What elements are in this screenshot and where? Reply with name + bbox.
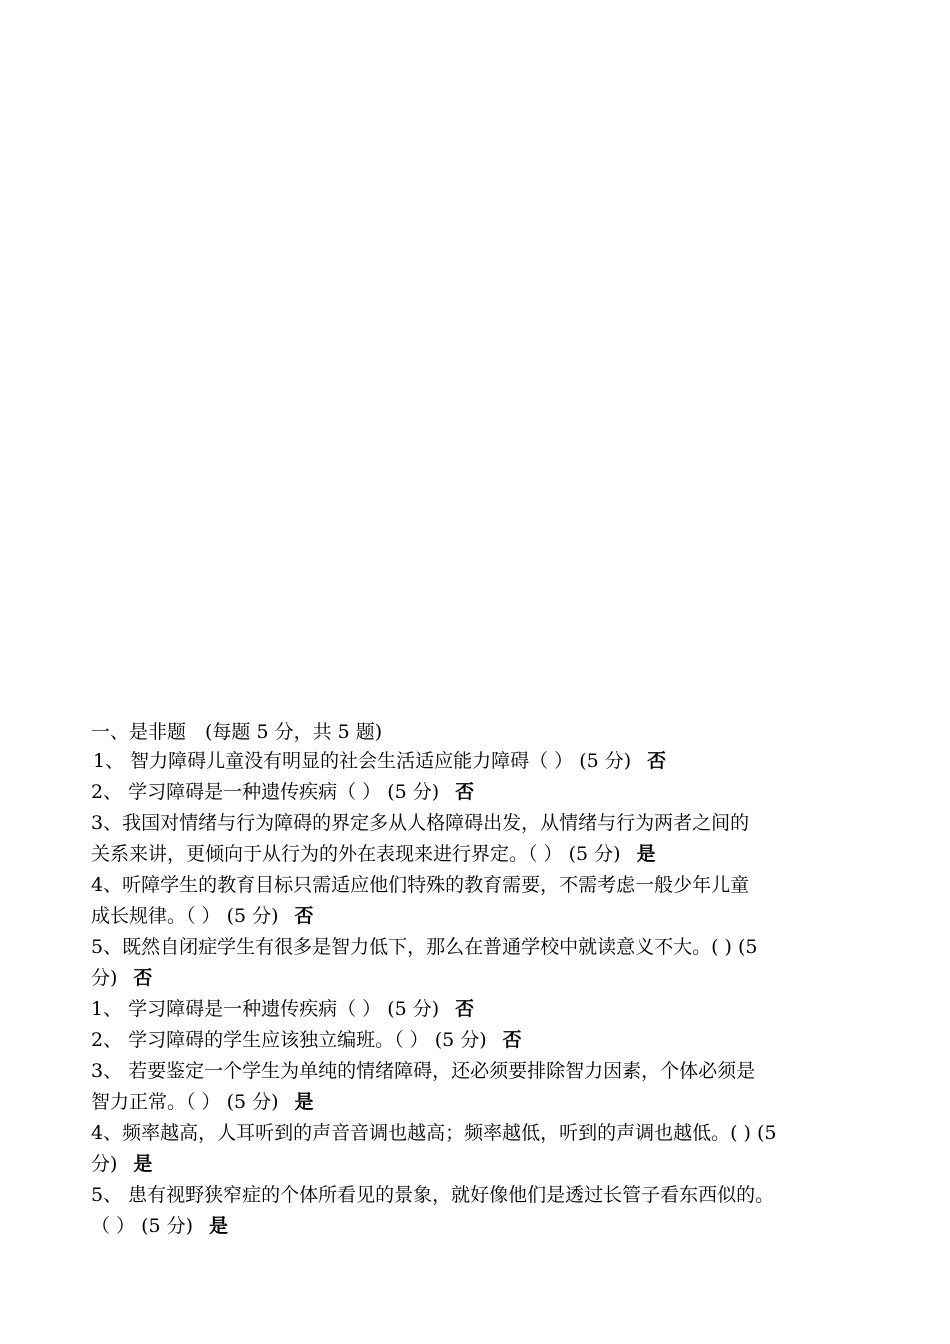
question-text: 4、听障学生的教育目标只需适应他们特殊的教育需要，不需考虑一般少年儿童 bbox=[91, 874, 750, 896]
question-line bbox=[91, 901, 871, 932]
question-text: 1、 学习障碍是一种遗传疾病（ ） (5 分) bbox=[91, 998, 440, 1020]
question-text: 分) bbox=[91, 967, 118, 989]
question-text: 2、 学习障碍是一种遗传疾病（ ） (5 分) bbox=[91, 781, 440, 803]
answer-text: 否 bbox=[455, 781, 475, 803]
answer-text: 是 bbox=[294, 1091, 314, 1113]
answer-text: 否 bbox=[133, 967, 153, 989]
question-line bbox=[91, 808, 871, 839]
question-text: 5、既然自闭症学生有很多是智力低下，那么在普通学校中就读意义不大。( ) (5 bbox=[91, 936, 758, 958]
question-line bbox=[91, 1180, 871, 1211]
question-text: 关系来讲，更倾向于从行为的外在表现来进行界定。（ ） (5 分) bbox=[91, 843, 621, 865]
question-text: （ ） (5 分) bbox=[91, 1215, 194, 1237]
question-text: 分) bbox=[91, 1153, 118, 1175]
question-line bbox=[91, 1118, 871, 1149]
question-text: 成长规律。（ ） (5 分) bbox=[91, 905, 279, 927]
question-document bbox=[91, 719, 871, 1242]
question-line bbox=[91, 746, 871, 777]
question-line bbox=[91, 963, 871, 994]
question-line bbox=[91, 1149, 871, 1180]
answer-text: 是 bbox=[133, 1153, 153, 1175]
question-text: 3、 若要鉴定一个学生为单纯的情绪障碍，还必须要排除智力因素，个体必须是 bbox=[91, 1060, 756, 1082]
question-line bbox=[91, 777, 871, 808]
section-header: 一、是非题 (每题 5 分，共 5 题) bbox=[91, 721, 383, 743]
answer-text: 否 bbox=[455, 998, 475, 1020]
answer-text: 否 bbox=[294, 905, 314, 927]
question-text: 5、 患有视野狭窄症的个体所看见的景象，就好像他们是透过长管子看东西似的。 bbox=[91, 1184, 775, 1206]
question-line bbox=[91, 870, 871, 901]
question-text: 3、我国对情绪与行为障碍的界定多从人格障碍出发，从情绪与行为两者之间的 bbox=[91, 812, 750, 834]
answer-text: 否 bbox=[502, 1029, 522, 1051]
question-line bbox=[91, 1056, 871, 1087]
question-text: 智力正常。（ ） (5 分) bbox=[91, 1091, 279, 1113]
question-line bbox=[91, 994, 871, 1025]
question-line bbox=[91, 839, 871, 870]
question-line bbox=[91, 1087, 871, 1118]
question-line bbox=[91, 1025, 871, 1056]
question-text: 1、 智力障碍儿童没有明显的社会生活适应能力障碍（ ） (5 分) bbox=[93, 750, 632, 772]
answer-text: 是 bbox=[209, 1215, 229, 1237]
question-text: 2、 学习障碍的学生应该独立编班。（ ） (5 分) bbox=[91, 1029, 487, 1051]
answer-text: 是 bbox=[636, 843, 656, 865]
answer-text: 否 bbox=[647, 750, 667, 772]
question-line bbox=[91, 1211, 871, 1242]
question-text: 4、频率越高，人耳听到的声音音调也越高；频率越低，听到的声调也越低。( ) (5 bbox=[91, 1122, 777, 1144]
question-line bbox=[91, 932, 871, 963]
